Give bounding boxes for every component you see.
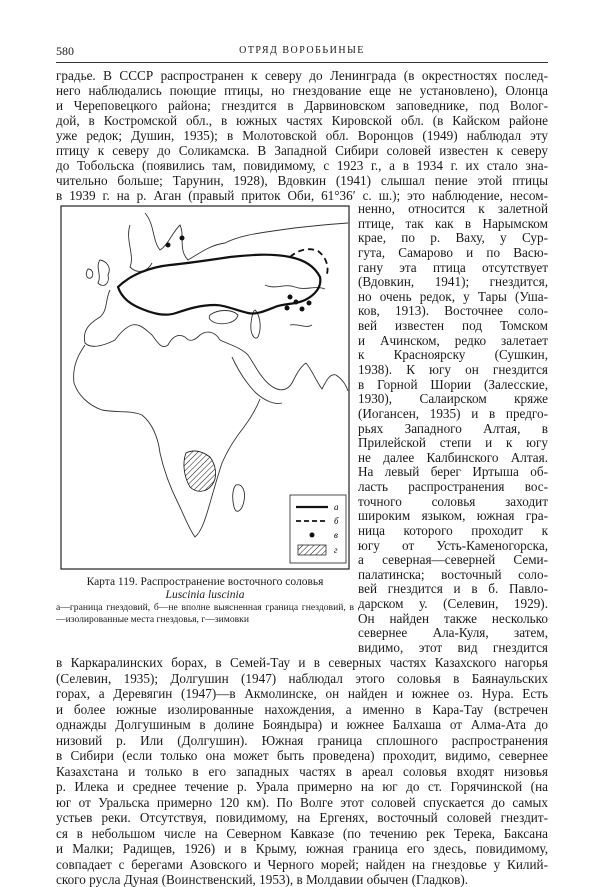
legend-key: а (334, 502, 339, 512)
text-line: в Горной Шории (Залесские, (358, 376, 548, 392)
text-line: а северная—северней Семи- (358, 552, 548, 568)
text-line: до Тобольска (появились там, повидимому, с 1923 г., а в 1934 г. их стало зна- (56, 158, 548, 173)
header-rule (56, 62, 548, 63)
text-line: Казахстана и только в его западных частях в ареал соловья входят низовья (56, 763, 548, 779)
text-line: широким языком, южная гра- (358, 508, 548, 524)
text-line: и Череповецкого района; гнездится в Дарвиновском заповеднике, под Волог- (56, 98, 548, 113)
text-line: ков, 1913). Восточнее соло- (358, 303, 548, 319)
text-line: На левый берег Иртыша об- (358, 464, 548, 480)
text-line: в Каркаралинских борах, в Семей-Тау и в северных частях Казахского нагорья (56, 655, 548, 670)
text-line: севернее Ала-Куля, затем, (358, 625, 548, 641)
text-line: не далее Калбинского Алтая. (358, 449, 548, 465)
text-line: Он найден также несколько (358, 610, 548, 626)
text-line: градье. В СССР распространен к северу до Ленинграда (в окрестностях послед- (56, 68, 548, 83)
text-line: ласть распространения вос- (358, 479, 548, 495)
caption-latin-name: Luscinia luscinia (165, 589, 245, 601)
text-line: (Вдовкин, 1941); гнездится, (358, 274, 548, 290)
text-line: совпадает с берегами Азовского и Черного морей; найден на гнездовье у Килий- (56, 856, 548, 872)
text-line: уже редок; Душин, 1935); в Молотовской обл. Воронцов (1949) наблюдал эту (56, 128, 548, 143)
legend-key: г (334, 545, 338, 555)
text-line: 1930), Салаирском кряже (358, 391, 548, 407)
text-line: юг от Уральска примерно 120 км). По Волге этот соловей спускается до самых (56, 794, 548, 810)
text-line: чительно больше; Тарунин, 1928), Вдовкин (1941) слышал пение этой птицы (56, 173, 548, 188)
legend-key: в (334, 530, 338, 540)
text-line: и Ачинском, редко залетает (358, 332, 548, 348)
text-line: видимо, этот вид гнездится (358, 640, 548, 655)
text-line: югу от Усть-Каменогорска, (358, 537, 548, 553)
text-line: птице, так как в Нарымском (358, 215, 548, 231)
text-line: низовий р. Или (Долгушин). Южная граница сплошного распространения (56, 732, 548, 748)
text-line: горах, а Деревягин (1947)—в Акмолинске, он найден и южнее оз. Нура. Есть (56, 686, 548, 701)
text-line: дарском у. (Селевин, 1929). (358, 596, 548, 612)
text-line: но очень редок, у Тары (Ушa- (358, 288, 548, 304)
page-number: 580 (56, 44, 74, 58)
map-caption-legend: а—граница гнездовий, б—не вполне выясненная граница гнездовий, в—изолированные места гнездовья, г—зимовки (56, 602, 354, 625)
text-line: ница которого проходит к (358, 522, 548, 538)
text-line: (Иогансен, 1935) и в предго- (358, 405, 548, 421)
running-title: ОТРЯД ВОРОБЬИНЫЕ (239, 45, 365, 56)
isolated-site-dot (166, 243, 171, 248)
text-line: (Селевин, 1935); Долгушин (1947) наблюдал этого соловья в Баянаульских (56, 670, 548, 686)
page-header (56, 44, 548, 60)
text-line: вей известен под Томском (358, 318, 548, 334)
text-line: рьях Западного Алтая, в (358, 420, 548, 436)
text-line: устьев реки. Отсутствуя, повидимому, на Ергенях, восточный соловей гнездит- (56, 810, 548, 825)
text-line: в 1939 г. на р. Аган (правый приток Оби, 61°36′ с. ш.); это наблюдение, несом- (56, 188, 548, 203)
text-line: точного соловья заходит (358, 493, 548, 509)
text-line: в Сибири (если только она может быть проведена) проходит, видимо, севернее (56, 748, 548, 763)
map-legend (290, 495, 346, 563)
isolated-site-dot (288, 295, 293, 300)
map-caption-title (56, 576, 354, 602)
text-line: гану эта птица отсутствует (358, 259, 548, 275)
text-line: вей гнездится и в б. Павло- (358, 581, 548, 597)
caption-title-text: Карта 119. Распространение восточного соловья (86, 576, 324, 588)
text-line: ся в небольшом числе на Северном Кавказе (по течению рек Терека, Баксана (56, 825, 548, 841)
text-line: однажды Долгушиным в долине Бояндыра) и южнее Балхаша от Алма-Ата до (56, 717, 548, 732)
text-line: гута, Самарово и по Васю- (358, 244, 548, 260)
text-line: птицу к северу до Соликамска. В Западной Сибири соловей известен к северу (56, 143, 548, 158)
text-line: к Красноярску (Сушкин, (358, 347, 548, 363)
text-line: Прилейской степи и к югу (358, 435, 548, 451)
text-line: дой, в Костромской обл., в южных частях Кировской обл. (в Кайском районе (56, 113, 548, 128)
text-line: и более южные изолированные нахождения, а именно в Кара-Тау (встречен (56, 701, 548, 717)
text-line: и Малки; Радищев, 1926) и в Крыму, южная граница его здесь, повидимому, (56, 841, 548, 856)
isolated-site-dot (285, 306, 290, 311)
isolated-site-dot (294, 300, 299, 305)
isolated-site-dot (300, 307, 305, 312)
text-line: р. Илека и среднее течение р. Урала примерно на юг до ст. Горячинской (на (56, 779, 548, 794)
text-line: него наблюдались поющие птицы, но гнездование еще не установлено), Олонца (56, 83, 548, 98)
text-line: палатинска; восточный соло- (358, 566, 548, 582)
legend-key: б (334, 516, 339, 526)
isolated-site-dot (307, 301, 312, 306)
text-line: ненно, относится к залетной (358, 201, 548, 216)
text-line: 1938). К югу он гнездится (358, 361, 548, 377)
text-line: крае, по р. Ваху, у Сур- (358, 230, 548, 246)
isolated-site-dot (180, 236, 185, 241)
distribution-map (60, 205, 350, 570)
text-line: ского русла Дуная (Воинственский, 1953), в Молдавии обычен (Гладков). (56, 872, 469, 887)
